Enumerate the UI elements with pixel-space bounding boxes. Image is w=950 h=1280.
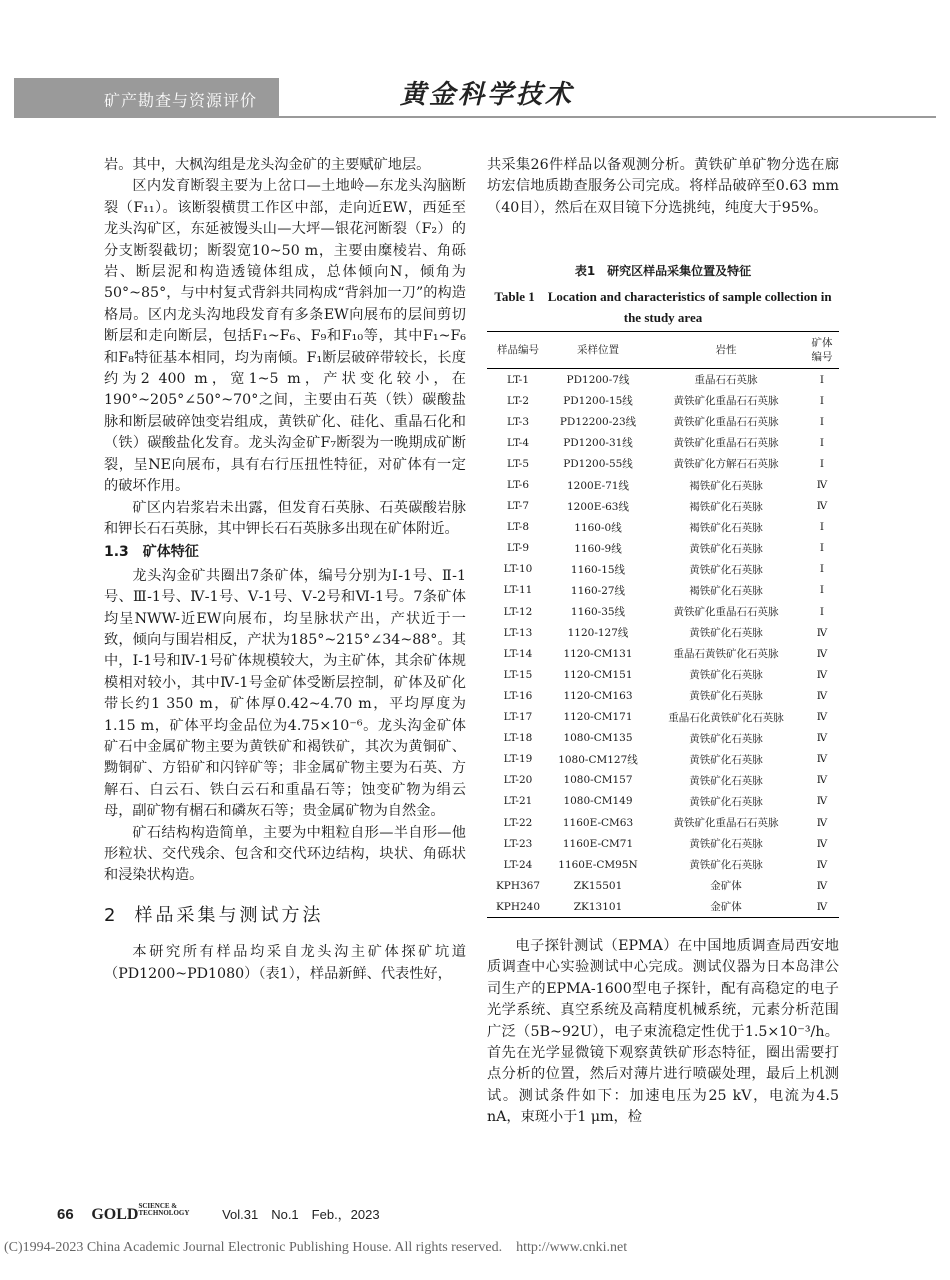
cell-orebody: Ⅳ (816, 500, 828, 513)
table-row (487, 559, 839, 580)
copyright-line: (C)1994-2023 China Academic Journal Electronic Publishing House. All rights reserved. http://www.cnki.net (4, 1240, 628, 1255)
cell-sample-id: LT-5 (507, 457, 529, 470)
cell-orebody: Ⅳ (816, 732, 828, 745)
cell-orebody: Ⅰ (819, 605, 825, 618)
cell-sample-id: LT-7 (507, 500, 529, 513)
table-caption-cn: 表1 研究区样品采集位置及特征 (574, 264, 752, 278)
right-column-bottom (487, 936, 839, 1129)
table-row (487, 896, 839, 918)
cell-sample-id: LT-17 (503, 711, 533, 724)
col-header-lithology: 岩性 (647, 332, 805, 369)
cell-sample-id: LT-22 (503, 816, 533, 829)
table-row (487, 432, 839, 453)
cell-orebody: Ⅳ (816, 837, 828, 850)
cell-sample-id: LT-23 (503, 837, 533, 850)
table-row (487, 770, 839, 791)
table-row (487, 622, 839, 643)
cell-lithology: 褐铁矿化石英脉 (689, 500, 763, 513)
table-row (487, 728, 839, 749)
cell-lithology: 重晶石化黄铁矿化石英脉 (668, 711, 784, 724)
cell-sample-id: LT-8 (507, 521, 529, 534)
table-row (487, 369, 839, 391)
table-caption-en: Table 1 Location and characteristics of sample collection in the study area (494, 289, 832, 325)
cell-location: 1160E-CM63 (562, 816, 634, 829)
cell-orebody: Ⅰ (819, 584, 825, 597)
cell-orebody: Ⅳ (816, 774, 828, 787)
cell-location: PD12200-23线 (559, 416, 637, 429)
cell-sample-id: LT-10 (503, 563, 533, 576)
table-row (487, 812, 839, 833)
cell-lithology: 黄铁矿化重晶石石英脉 (673, 416, 779, 429)
cell-lithology: 褐铁矿化石英脉 (689, 584, 763, 597)
table-row (487, 749, 839, 770)
cell-location: 1120-CM151 (563, 668, 633, 681)
table-row (487, 411, 839, 432)
table-row (487, 474, 839, 495)
cell-orebody: Ⅰ (819, 373, 825, 386)
table-row (487, 664, 839, 685)
section-title: 样品采集与测试方法 (134, 904, 324, 926)
cell-lithology: 褐铁矿化石英脉 (689, 479, 763, 492)
journal-logo: 黄金科学技术 (400, 80, 575, 110)
cell-lithology: 黄铁矿化石英脉 (689, 542, 763, 555)
cell-lithology: 重晶石黄铁矿化石英脉 (673, 648, 779, 661)
cell-location: ZK13101 (573, 900, 623, 913)
cell-lithology: 黄铁矿化石英脉 (689, 774, 763, 787)
cell-orebody: Ⅰ (819, 394, 825, 407)
paragraph: 电子探针测试（EPMA）在中国地质调查局西安地质调查中心实验测试中心完成。测试仪器为日本岛津公司生产的EPMA-1600型电子探针，配有高稳定的电子光学系统、真空系统及高精度机械系统，元素分析范围广泛（5B~92U），电子束流稳定性优于1.5×10⁻³/h。首先在光学显微镜下观察黄铁矿形态特征，圈出需要打点分析的位置，然后对薄片进行喷碳处理，最后上机测试。测试条件如下：加速电压为25 kV，电流为4.5 nA，束斑小于1 μm，检 (487, 938, 839, 1126)
paragraph: 矿石结构构造简单，主要为中粗粒自形—半自形—他形粒状、交代残余、包含和交代环边结构，块状、角砾状和浸染状构造。 (104, 824, 466, 884)
cell-location: PD1200-15线 (563, 395, 633, 408)
cell-lithology: 黄铁矿化重晶石石英脉 (673, 606, 779, 619)
table-row (487, 580, 839, 601)
cell-orebody: Ⅳ (816, 795, 828, 808)
section-header-label: 矿产勘查与资源评价 (104, 91, 258, 110)
cell-orebody: Ⅰ (819, 563, 825, 576)
cell-location: 1120-127线 (567, 627, 629, 640)
section-header-band (14, 78, 279, 118)
table-row (487, 643, 839, 664)
cell-orebody: Ⅳ (816, 711, 828, 724)
cell-orebody: Ⅳ (816, 879, 828, 892)
cell-sample-id: LT-14 (503, 647, 533, 660)
cell-sample-id: LT-21 (503, 795, 533, 808)
cell-lithology: 黄铁矿化石英脉 (689, 669, 763, 682)
cell-location: 1120-CM131 (563, 647, 633, 660)
cell-orebody: Ⅳ (816, 668, 828, 681)
table-row (487, 685, 839, 706)
cell-lithology: 黄铁矿化重晶石石英脉 (673, 437, 779, 450)
cell-orebody: Ⅳ (816, 816, 828, 829)
cell-sample-id: LT-9 (507, 542, 529, 555)
cell-location: 1160-15线 (570, 563, 626, 576)
cell-location: 1160-9线 (574, 542, 622, 555)
cell-lithology: 黄铁矿化石英脉 (689, 690, 763, 703)
cell-location: 1160-0线 (574, 521, 622, 534)
cell-lithology: 黄铁矿化重晶石石英脉 (673, 395, 779, 408)
table-row (487, 601, 839, 622)
cell-orebody: Ⅰ (819, 436, 825, 449)
cell-lithology: 黄铁矿化石英脉 (689, 732, 763, 745)
journal-footer-logo: GOLDSCIENCE & TECHNOLOGY (91, 1202, 190, 1223)
cell-location: 1120-CM171 (563, 711, 633, 724)
right-column-top (487, 155, 839, 219)
paragraph: 龙头沟金矿共圈出7条矿体，编号分别为Ⅰ-1号、Ⅱ-1号、Ⅲ-1号、Ⅳ-1号、Ⅴ-1号、Ⅴ-2号和Ⅵ-1号。7条矿体均呈NWW-近EW向展布，均呈脉状产出，产状近于一致，倾向与围岩相反，产状为185°~215°∠34~88°。其中，Ⅰ-1号和Ⅳ-1号矿体规模较大，为主矿体，其余矿体规模相对较小，其中Ⅳ-1号金矿体受断层控制，矿体及矿化带长约1 350 m，矿体厚0.42~4.70 m，平均厚度为1.15 m，矿体平均金品位为4.75×10⁻⁶。龙头沟金矿体矿石中金属矿物主要为黄铁矿和褐铁矿，其次为黄铜矿、黝铜矿、方铅矿和闪锌矿等；非金属矿物主要为石英、方解石、白云石、铁白云石和重晶石等；蚀变矿物为绢云母，副矿物有榍石和磷灰石等；贵金属矿物为自然金。 (104, 567, 466, 820)
cell-sample-id: LT-2 (507, 394, 529, 407)
cell-lithology: 黄铁矿化石英脉 (689, 859, 763, 872)
table-row (487, 791, 839, 812)
cell-lithology: 黄铁矿化方解石石英脉 (673, 458, 779, 471)
cell-location: 1120-CM163 (563, 689, 633, 702)
cell-location: 1160E-CM71 (562, 837, 634, 850)
paragraph: 岩。其中，大枫沟组是龙头沟金矿的主要赋矿地层。 (104, 157, 431, 173)
cell-sample-id: KPH367 (495, 879, 541, 892)
col-header-location: 采样位置 (549, 332, 647, 369)
cell-orebody: Ⅳ (816, 626, 828, 639)
section-number: 2 (104, 904, 119, 926)
cell-location: 1200E-63线 (567, 500, 629, 513)
table-row (487, 833, 839, 854)
table-row (487, 707, 839, 728)
table-row (487, 390, 839, 411)
cell-orebody: Ⅳ (816, 900, 828, 913)
cell-sample-id: LT-15 (503, 668, 533, 681)
cell-sample-id: LT-3 (507, 415, 529, 428)
paragraph: 矿区内岩浆岩未出露，但发育石英脉、石英碳酸岩脉和钾长石石英脉，其中钾长石石英脉多出现在矿体附近。 (104, 499, 466, 537)
sample-table (487, 331, 839, 918)
cell-sample-id: LT-13 (503, 626, 533, 639)
table-row (487, 453, 839, 474)
table-row (487, 875, 839, 896)
cell-lithology: 黄铁矿化石英脉 (689, 838, 763, 851)
cell-orebody: Ⅰ (819, 521, 825, 534)
cell-sample-id: LT-4 (507, 436, 529, 449)
paragraph: 本研究所有样品均采自龙头沟主矿体探矿坑道（PD1200~PD1080）（表1），样品新鲜、代表性好， (104, 944, 466, 982)
cell-location: 1160E-CM95N (558, 858, 638, 871)
section-heading-2 (104, 905, 466, 926)
cell-location: 1080-CM149 (563, 795, 633, 808)
cell-sample-id: LT-12 (503, 605, 533, 618)
cell-sample-id: LT-20 (503, 774, 533, 787)
cell-orebody: Ⅳ (816, 647, 828, 660)
paragraph: 共采集26件样品以备观测分析。黄铁矿单矿物分选在廊坊宏信地质勘查服务公司完成。将样品破碎至0.63 mm（40目），然后在双目镜下分选挑纯，纯度大于95%。 (487, 157, 839, 216)
table-row (487, 538, 839, 559)
cell-lithology: 重晶石石英脉 (694, 374, 758, 387)
cell-location: PD1200-7线 (566, 374, 630, 387)
table-header-row (487, 332, 839, 369)
page-number: 66 (57, 1206, 74, 1223)
section-heading-1-3: 1.3 矿体特征 (104, 544, 199, 561)
header-rule (279, 116, 936, 118)
cell-location: 1160-27线 (570, 584, 626, 597)
cell-lithology: 金矿体 (710, 880, 742, 893)
cell-sample-id: LT-18 (503, 732, 533, 745)
table-row (487, 496, 839, 517)
cell-location: 1200E-71线 (567, 479, 629, 492)
page-footer (57, 1203, 380, 1224)
cell-sample-id: LT-6 (507, 479, 529, 492)
cell-lithology: 金矿体 (710, 901, 742, 914)
cell-orebody: Ⅰ (819, 457, 825, 470)
cell-sample-id: LT-24 (503, 858, 533, 871)
cell-orebody: Ⅳ (816, 753, 828, 766)
cell-sample-id: LT-19 (503, 753, 533, 766)
cell-orebody: Ⅳ (816, 479, 828, 492)
issue-info: Vol.31 No.1 Feb.，2023 (222, 1207, 380, 1222)
cell-lithology: 黄铁矿化重晶石石英脉 (673, 817, 779, 830)
cell-sample-id: KPH240 (495, 900, 541, 913)
cell-location: ZK15501 (573, 879, 623, 892)
cell-location: 1160-35线 (570, 606, 626, 619)
cell-location: 1080-CM157 (563, 774, 633, 787)
cell-location: 1080-CM135 (563, 732, 633, 745)
cell-lithology: 黄铁矿化石英脉 (689, 563, 763, 576)
cell-lithology: 褐铁矿化石英脉 (689, 521, 763, 534)
left-column (104, 155, 466, 985)
cell-orebody: Ⅰ (819, 542, 825, 555)
cell-orebody: Ⅳ (816, 858, 828, 871)
cell-sample-id: LT-1 (507, 373, 529, 386)
col-header-orebody: 矿体编号 (805, 332, 839, 369)
table-row (487, 517, 839, 538)
cell-location: PD1200-31线 (563, 437, 633, 450)
table-row (487, 854, 839, 875)
cell-sample-id: LT-11 (503, 584, 533, 597)
cell-sample-id: LT-16 (503, 689, 533, 702)
cell-lithology: 黄铁矿化石英脉 (689, 753, 763, 766)
cell-lithology: 黄铁矿化石英脉 (689, 795, 763, 808)
cell-orebody: Ⅳ (816, 689, 828, 702)
cell-orebody: Ⅰ (819, 415, 825, 428)
cell-location: PD1200-55线 (563, 458, 633, 471)
cell-lithology: 黄铁矿化石英脉 (689, 627, 763, 640)
col-header-sample-id: 样品编号 (487, 332, 549, 369)
paragraph: 区内发育断裂主要为上岔口—土地岭—东龙头沟脑断裂（F₁₁）。该断裂横贯工作区中部，走向近EW，西延至龙头沟矿区，东延被馒头山—大坪—银花河断裂（F₂）的分支断裂截切；断裂宽10~50 m，主要由糜棱岩、角砾岩、断层泥和构造透镜体组成，总体倾向N，倾角为50°~85°，与中村复式背斜共同构成“背斜加一刀”的构造格局。区内龙头沟地段发育有多条EW向展布的层间剪切断层和走向断层，包括F₁~F₆、F₉和F₁₀等，其中F₁~F₆和F₈特征基本相同，均为南倾。F₁断层破碎带较长，长度约为2 400 m，宽1~5 m，产状变化较小，在190°~205°∠50°~70°之间，主要由石英（铁）碳酸盐脉和断层破碎蚀变岩组成，黄铁矿化、硅化、重晶石化和（铁）碳酸盐化发育。龙头沟金矿F₇断裂为一晚期成矿断裂，呈NE向展布，具有右行压扭性特征，对矿体有一定的破坏作用。 (104, 178, 466, 495)
cell-location: 1080-CM127线 (558, 753, 638, 766)
